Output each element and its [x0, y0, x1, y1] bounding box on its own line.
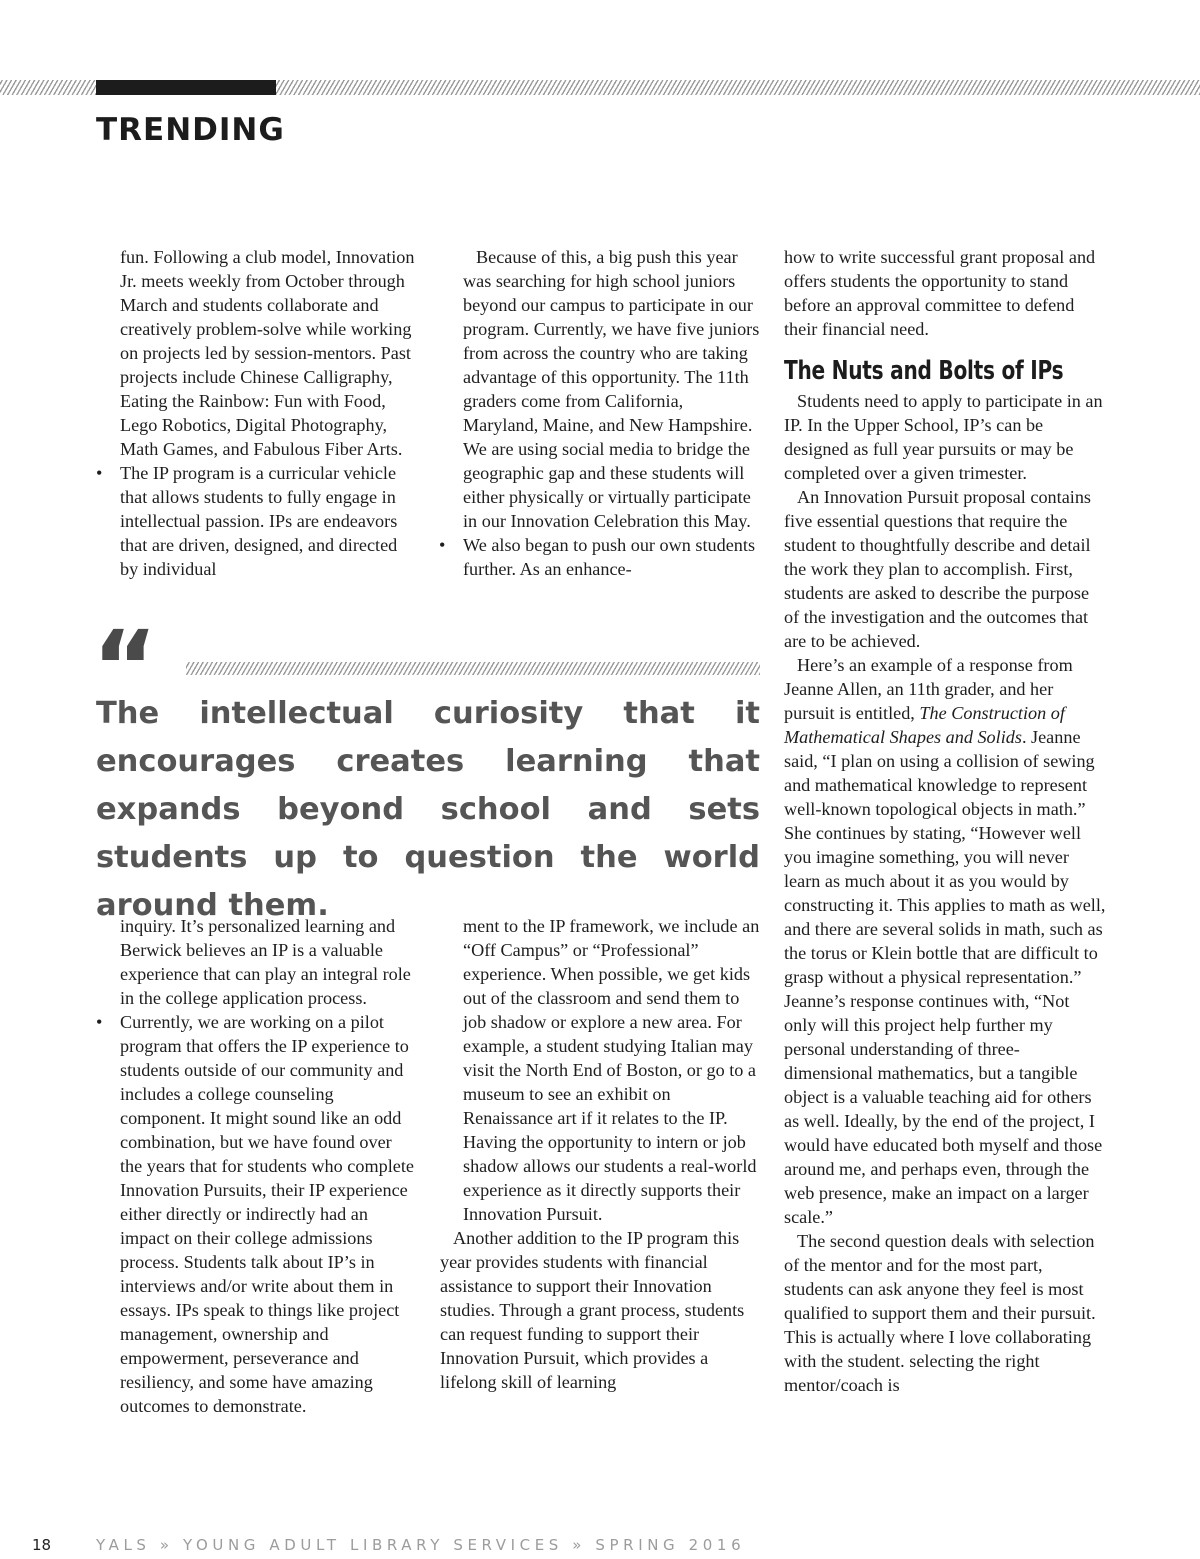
column-1-top [120, 245, 417, 581]
column-2-top [463, 245, 760, 581]
page-footer [0, 1534, 1200, 1558]
bullet-list [120, 461, 417, 581]
bullet-list [463, 533, 760, 581]
column-2-bottom [440, 914, 760, 1394]
paragraph: ment to the IP framework, we include an “Off Campus” or “Professional” experience. When possible, we get kids out of the classroom and send them to job shadow or explore a new area. For example, a student studying Italian may visit the North End of Boston, or go to a museum to see an exhibit on Renaissance art if it relates to the IP. Having the opportunity to intern or job shadow allows our students a real-world experience as it directly supports their Innovation Pursuit. [463, 916, 760, 1224]
quote-mark-icon: “ [92, 609, 150, 726]
quote-hatch-rule [186, 662, 760, 675]
paragraph: Another addition to the IP program this year provides students with financial assistance to support their Innovation studies. Through a grant process, students can request funding to support their Innovation Pursuit, which provides a lifelong skill of learning [440, 1228, 745, 1392]
bullet-list [120, 1010, 417, 1418]
paragraph: An Innovation Pursuit proposal contains five essential questions that require the student to thoughtfully describe and detail the work they plan to accomplish. First, students are asked to describe the purpose of the investigation and the outcomes that are to be achieved. [784, 487, 1092, 651]
pull-quote: The intellectual curiosity that it encourages creates learning that expands beyond school and sets students up to question the world around them. [96, 696, 760, 923]
section-label: TRENDING [96, 112, 285, 148]
paragraph: Students need to apply to participate in an IP. In the Upper School, IP’s can be designed as full year pursuits or may be completed over a given trimester. [784, 391, 1103, 483]
paragraph: inquiry. It’s personalized learning and Berwick believes an IP is a valuable experience that can play an integral role in the college application process. [120, 916, 411, 1008]
page-number: 18 [32, 1536, 52, 1554]
bullet-item: • The IP program is a curricular vehicle that allows students to fully engage in intellectual passion. IPs are endeavors that are driven, designed, and directed by individual [120, 461, 417, 581]
paragraph: how to write successful grant proposal and offers students the opportunity to stand before an approval committee to defend their financial need. [784, 247, 1096, 339]
paragraph: Because of this, a big push this year was searching for high school juniors beyond our campus to participate in our program. Currently, we have five juniors from across the country who are taking advantage of this opportunity. The 11th graders come from California, Maryland, Maine, and New Hampshire. We are using social media to bridge the geographic gap and these students will either physically or virtually participate in our Innovation Celebration this May. [463, 247, 760, 531]
running-head: YALS » YOUNG ADULT LIBRARY SERVICES » SPRING 2016 [96, 1536, 746, 1554]
column-3 [784, 245, 1106, 1397]
bullet-item: • Currently, we are working on a pilot program that offers the IP experience to students outside of our community and includes a college counseling component. It might sound like an odd combination, but we have found over the years that for students who complete Innovation Pursuits, their IP experience either directly or indirectly had an impact on their college admissions process. Students talk about IP’s in interviews and/or write about them in essays. IPs speak to things like project management, ownership and empowerment, perseverance and resiliency, and some have amazing outcomes to demonstrate. [120, 1010, 417, 1418]
pursuit-title: The Construction of Mathematical Shapes and Solids [784, 703, 1065, 747]
section-heading: The Nuts and Bolts of IPs [784, 356, 1064, 386]
header-accent-bar [96, 80, 276, 95]
paragraph [784, 653, 1106, 1229]
text-run: Here’s an example of a response from Jeanne Allen, an 11th grader, and her pursuit is entitled, [784, 655, 1073, 723]
paragraph: The second question deals with selection of the mentor and for the most part, students can ask anyone they feel is most qualified to support them and their pursuit. This is actually where I love collaborating with the student. selecting the right mentor/coach is [784, 1231, 1096, 1395]
paragraph: fun. Following a club model, Innovation Jr. meets weekly from October through March and students collaborate and creatively problem-solve while working on projects led by session-mentors. Past projects include Chinese Calligraphy, Eating the Rainbow: Fun with Food, Lego Robotics, Digital Photography, Math Games, and Fabulous Fiber Arts. [120, 247, 415, 459]
bullet-item: • We also began to push our own students further. As an enhance- [463, 533, 760, 581]
text-run: . Jeanne said, “I plan on using a collision of sewing and mathematical knowledge to represent well-known topological objects in math.” She continues by stating, “However well you imagine something, you will never learn as much about it as you would by constructing it. This applies to math as well, and there are several solids in math, such as the torus or Klein bottle that are difficult to grasp without a physical representation.” Jeanne’s response continues with, “Not only will this project help further my personal understanding of three-dimensional mathematics, but a tangible object is a valuable teaching aid for others as well. Ideally, by the end of the project, I would have educated both myself and those around me, and perhaps even, through the web presence, make an impact on a larger scale.” [784, 727, 1106, 1227]
column-1-bottom [120, 914, 417, 1418]
